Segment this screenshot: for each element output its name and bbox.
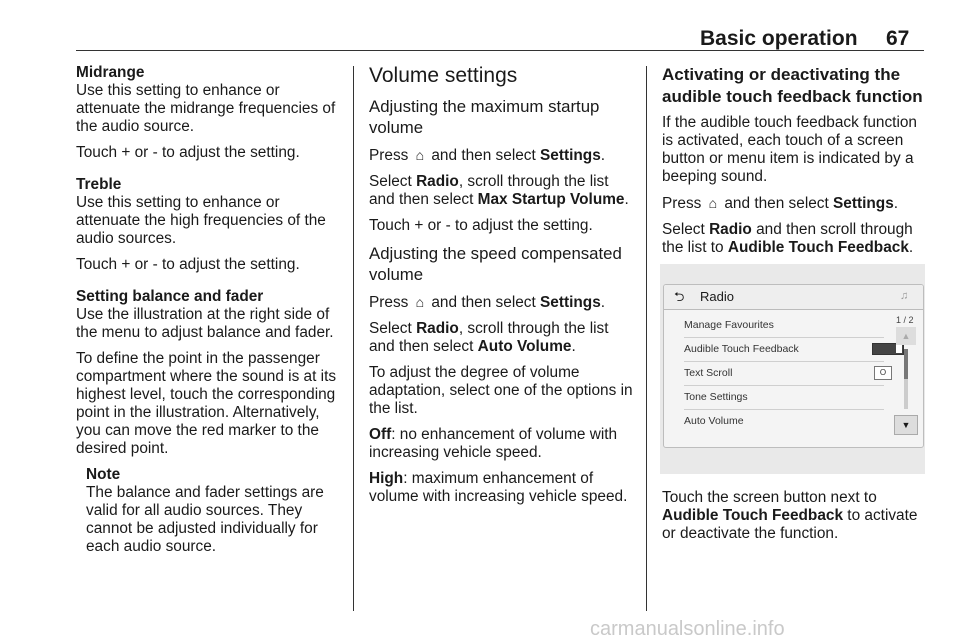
note-heading: Note: [86, 466, 121, 483]
midrange-touch: Touch + or - to adjust the setting.: [76, 144, 300, 161]
home-icon-3: ⌂: [708, 195, 718, 211]
screen-item-tone-settings[interactable]: Tone Settings: [684, 385, 884, 410]
screen-title-bar: [664, 285, 923, 310]
screen-item-manage-favourites[interactable]: Manage Favourites: [684, 313, 884, 338]
press-text: Press: [369, 147, 409, 164]
settings-label-2: Settings: [540, 294, 601, 311]
scroll-to-text: and then scroll through the list to: [662, 221, 913, 256]
speed-compensated-heading: Adjusting the speed compensated volume: [369, 244, 622, 284]
volume-settings-heading: Volume settings: [369, 64, 518, 87]
press-text-2: Press: [369, 294, 409, 311]
press-settings-line: Press ⌂ and then select Settings.: [369, 147, 606, 164]
press-settings-line-3: Press ⌂ and then select Settings.: [662, 195, 899, 212]
radio-screen-illustration: [660, 264, 925, 474]
watermark: carmanualsonline.info: [590, 618, 785, 640]
note-block: [86, 466, 344, 556]
max-startup-label: Max Startup Volume: [477, 191, 625, 208]
off-line: [369, 426, 637, 462]
touch-feedback-heading: Activating or deactivating the audible touch feedback function: [662, 65, 923, 106]
home-icon: ⌂: [415, 147, 425, 163]
radio-label-2: Radio: [416, 320, 459, 337]
screen-item-label-2: Text Scroll: [684, 367, 733, 379]
radio-button[interactable]: O: [874, 366, 892, 380]
midrange-heading: Midrange: [76, 64, 145, 81]
high-line: [369, 470, 637, 506]
radio-label-3: Radio: [709, 221, 752, 238]
then-select-text-3: and then select: [724, 195, 829, 212]
screen-display: [663, 284, 924, 448]
audible-feedback-label-2: Audible Touch Feedback: [662, 507, 844, 524]
press-text-3: Press: [662, 195, 702, 212]
home-icon-2: ⌂: [415, 294, 425, 310]
degree-text: To adjust the degree of volume adaptation, select one of the options in the list.: [369, 364, 633, 417]
screen-item-audible-touch-feedback[interactable]: [684, 337, 884, 362]
select-text-3: Select: [662, 221, 705, 238]
off-text: : no enhancement of volume with increasing vehicle speed.: [369, 426, 618, 461]
touch-text-post: to activate or deactivate the function.: [662, 507, 918, 542]
screen-item-text-scroll[interactable]: [684, 361, 887, 386]
screen-title: Radio: [700, 289, 734, 304]
settings-label: Settings: [540, 147, 601, 164]
page-header-title: Basic operation: [700, 27, 858, 50]
scroll-down-icon[interactable]: ▼: [894, 415, 918, 435]
column-3: [662, 64, 928, 265]
off-label: Off: [369, 426, 392, 443]
col3-touch-text: [662, 489, 928, 551]
balance-body: Use the illustration at the right side of the menu to adjust balance and fader.: [76, 306, 334, 341]
select-radio-line-2: Select Radio, scroll through the list and then select Auto Volume.: [369, 320, 609, 355]
treble-heading: Treble: [76, 176, 122, 193]
column-2: [369, 64, 637, 514]
select-radio-line: Select Radio, scroll through the list and then select Max Startup Volume.: [369, 173, 629, 208]
then-select-text: and then select: [431, 147, 536, 164]
select-text-2: Select: [369, 320, 412, 337]
high-label: High: [369, 470, 404, 487]
high-text: : maximum enhancement of volume with increasing vehicle speed.: [369, 470, 628, 505]
back-arrow-icon[interactable]: ⮌: [674, 289, 685, 304]
page-indicator: 1 / 2: [896, 315, 914, 325]
treble-body: Use this setting to enhance or attenuate the high frequencies of the audio sources.: [76, 194, 326, 247]
touch-adjust-line: Touch + or - to adjust the setting.: [369, 217, 593, 234]
scroll-up-icon[interactable]: ▲: [896, 327, 916, 345]
audible-feedback-label: Audible Touch Feedback: [727, 239, 909, 256]
scroll-text: , scroll through the list and then select: [369, 173, 609, 208]
midrange-body: Use this setting to enhance or attenuate the midrange frequencies of the audio source.: [76, 82, 336, 135]
header-rule: [76, 50, 924, 51]
column-divider-2: [646, 66, 647, 611]
page-number: 67: [886, 27, 910, 50]
treble-touch: Touch + or - to adjust the setting.: [76, 256, 300, 273]
balance-body-2: To define the point in the passenger compartment where the sound is at its highest level, touch the corresponding point in the illustration. Alternatively, you can move the red marker to the desired point.: [76, 350, 337, 457]
select-radio-line-3: Select Radio and then scroll through the list to Audible Touch Feedback.: [662, 221, 914, 256]
auto-volume-label: Auto Volume: [477, 338, 572, 355]
then-select-text-2: and then select: [431, 294, 536, 311]
column-1: [76, 64, 344, 556]
balance-heading: Setting balance and fader: [76, 288, 264, 305]
max-startup-heading: Adjusting the maximum startup volume: [369, 97, 600, 137]
scroll-text-2: , scroll through the list and then select: [369, 320, 609, 355]
note-body: The balance and fader settings are valid for all audio sources. They cannot be adjusted individually for each audio source.: [86, 484, 324, 555]
touch-feedback-intro: If the audible touch feedback function is activated, each touch of a screen button or menu item is indicated by a beeping sound.: [662, 114, 917, 185]
radio-label: Radio: [416, 173, 459, 190]
settings-label-3: Settings: [833, 195, 894, 212]
select-text: Select: [369, 173, 412, 190]
scrollbar-thumb[interactable]: [904, 349, 908, 379]
screen-item-label: Audible Touch Feedback: [684, 343, 799, 355]
column-divider-1: [353, 66, 354, 611]
press-settings-line-2: Press ⌂ and then select Settings.: [369, 294, 606, 311]
music-note-icon: ♫: [900, 290, 909, 302]
touch-text-pre: Touch the screen button next to: [662, 489, 877, 506]
screen-item-auto-volume[interactable]: Auto Volume: [684, 415, 744, 427]
